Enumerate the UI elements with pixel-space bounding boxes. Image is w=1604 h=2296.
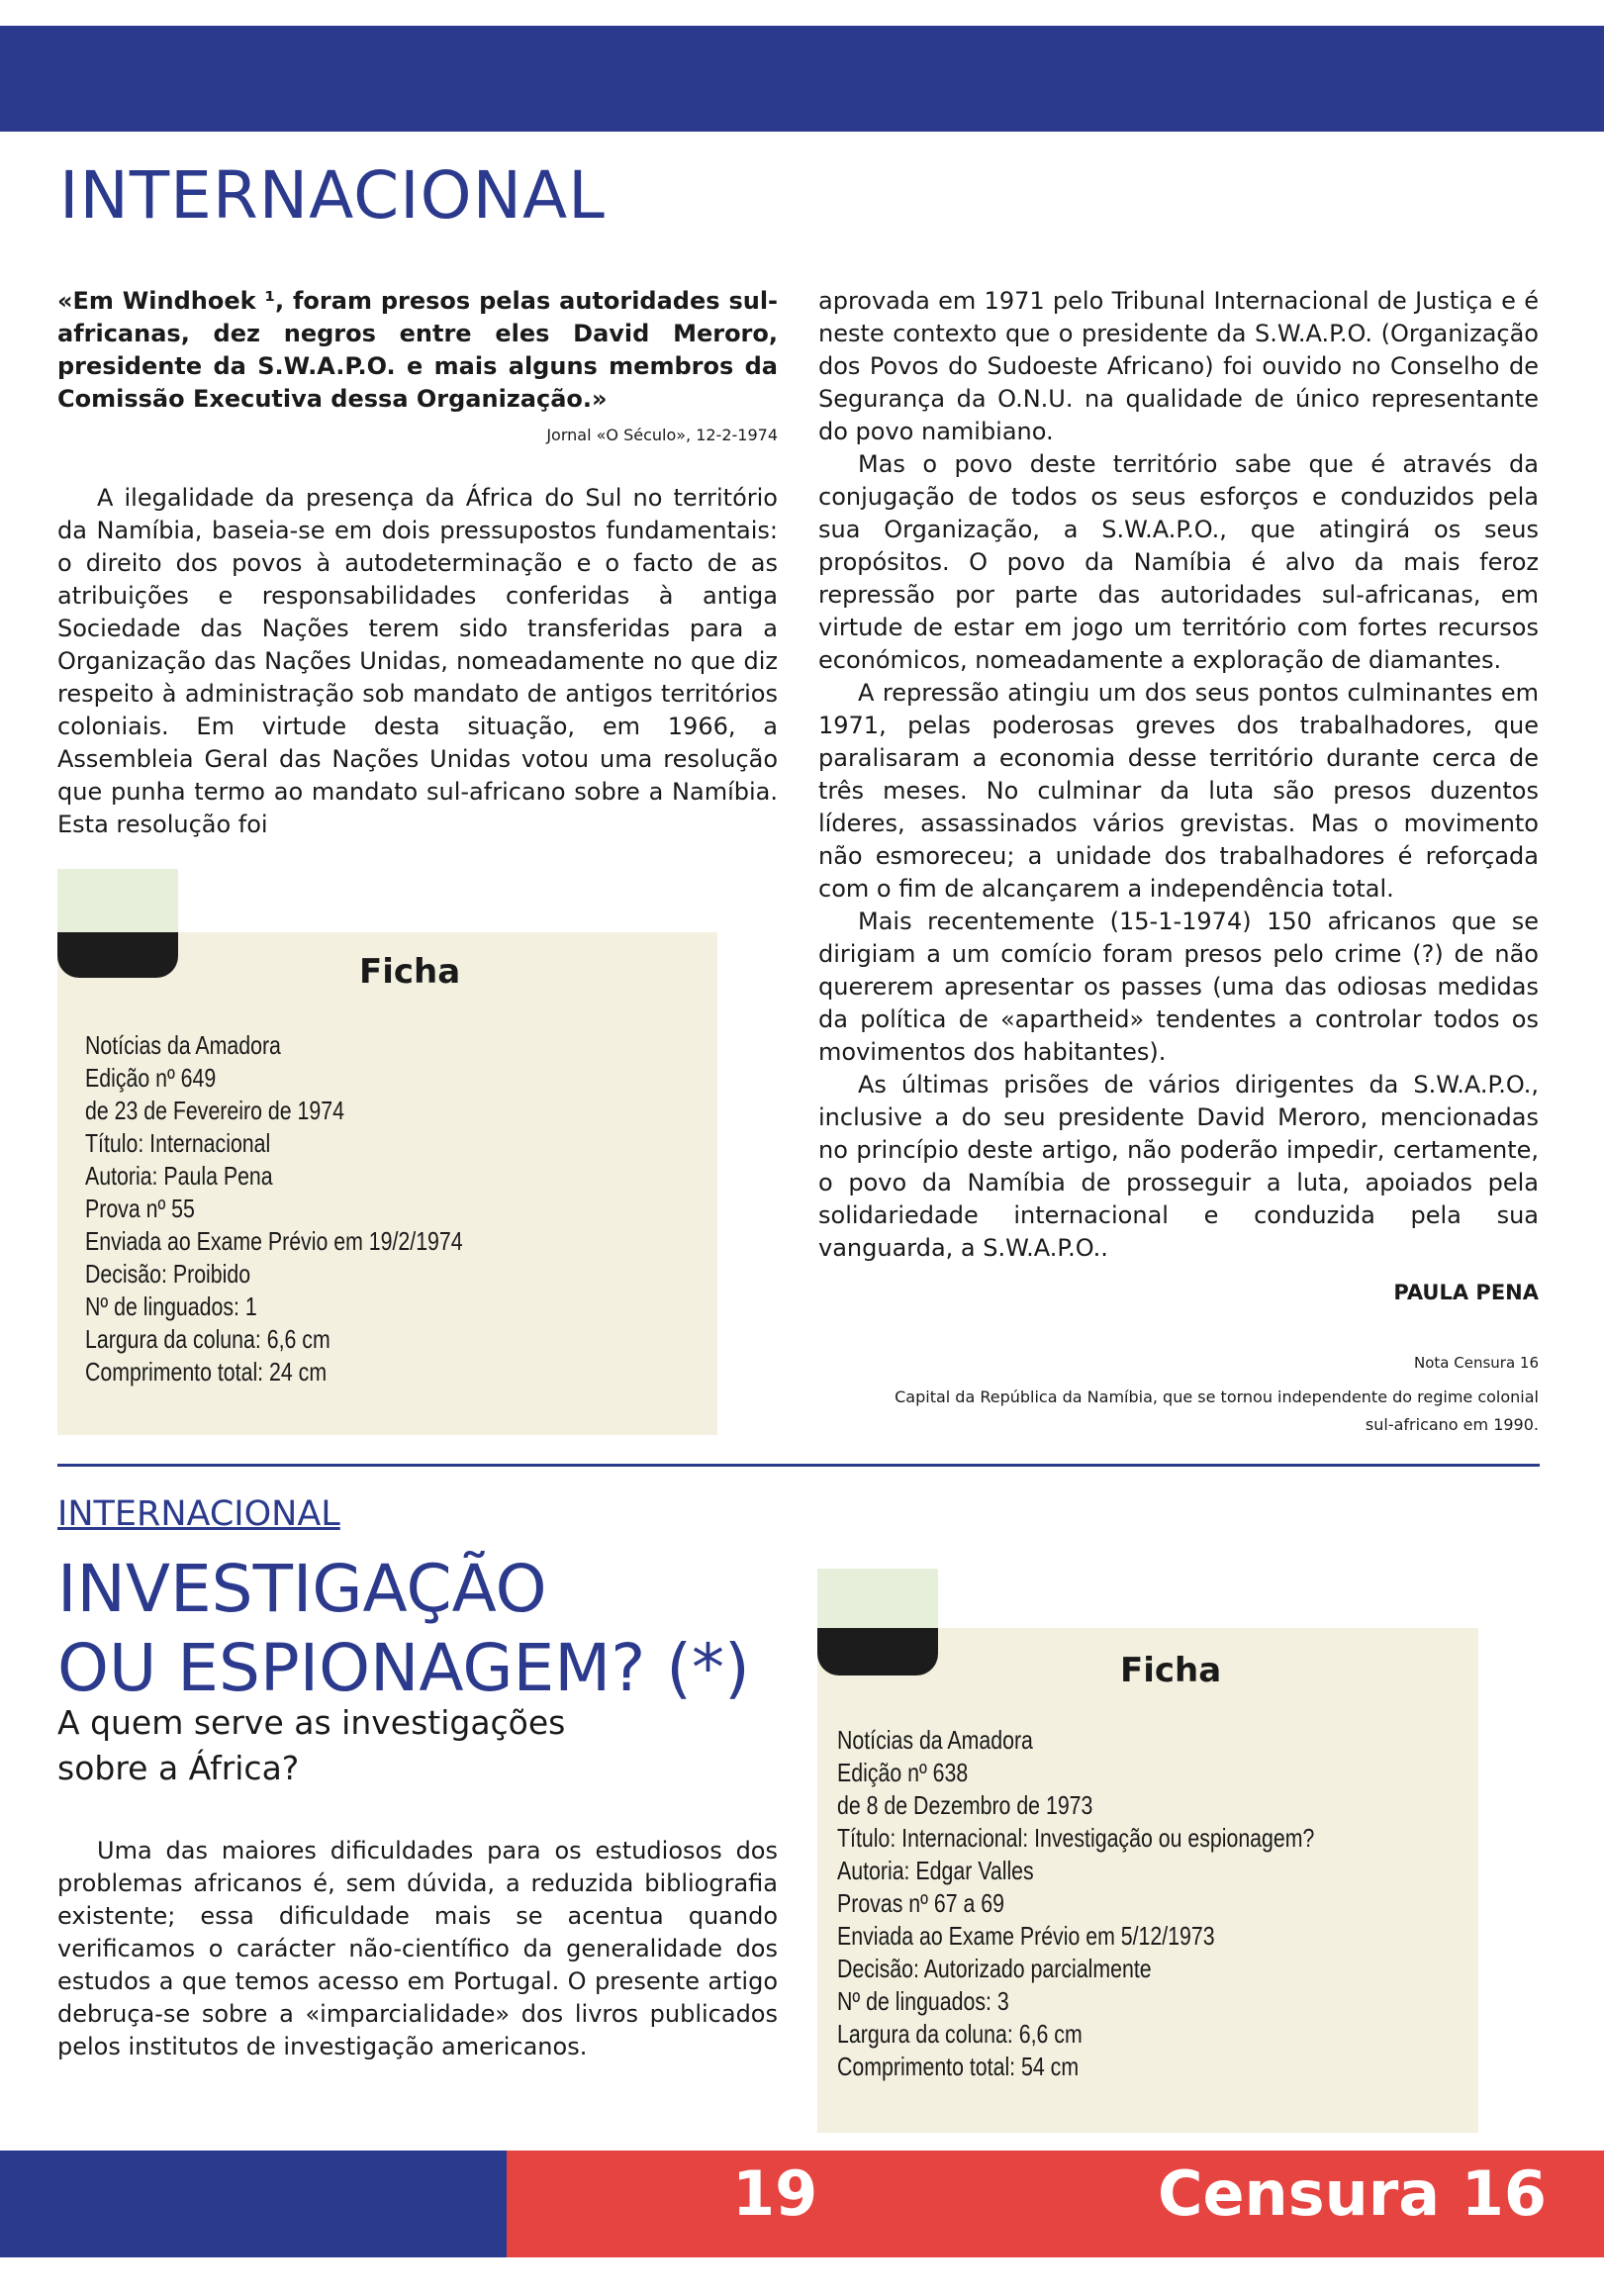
ficha-line: Decisão: Autorizado parcialmente bbox=[837, 1954, 1152, 1983]
page-number: 19 bbox=[732, 2157, 818, 2230]
subheadline-line: A quem serve as investigações bbox=[57, 1703, 566, 1742]
footnote-text bbox=[818, 1384, 1539, 1439]
section-title: INTERNACIONAL bbox=[59, 157, 606, 234]
top-color-bar bbox=[0, 26, 1604, 132]
article-paragraph: A repressão atingiu um dos seus pontos culminantes em 1971, pelas poderosas greves dos trabalhadores, que paralisaram a economia desse território durante cerca de três meses. No culminar da luta são presos duzentos líderes, assassinados vários grevistas. Mas o movimento não esmoreceu; a unidade dos trabalhadores é reforçada com o fim de alcançarem a independência total. bbox=[818, 679, 1539, 903]
ficha-line: Nº de linguados: 1 bbox=[85, 1292, 257, 1321]
ficha-line: de 23 de Fevereiro de 1974 bbox=[85, 1096, 344, 1125]
ficha-line: Notícias da Amadora bbox=[837, 1725, 1033, 1755]
ficha-title: Ficha bbox=[1120, 1651, 1222, 1690]
author-name: PAULA PENA bbox=[1393, 1281, 1539, 1304]
ficha-line: Enviada ao Exame Prévio em 19/2/1974 bbox=[85, 1226, 463, 1256]
footnote-title: Nota Censura 16 bbox=[1414, 1354, 1539, 1372]
headline bbox=[57, 1550, 750, 1708]
ficha-tab bbox=[57, 932, 178, 978]
ficha-details bbox=[85, 1029, 699, 1388]
ficha-details bbox=[837, 1724, 1470, 2083]
footnote-line: sul-africano em 1990. bbox=[1365, 1415, 1539, 1434]
ficha-line: Provas nº 67 a 69 bbox=[837, 1888, 1004, 1918]
lead-quote: «Em Windhoek ¹, foram presos pelas autoridades sul-africanas, dez negros entre eles David Meroro, presidente da S.W.A.P.O. e mais alguns membros da Comissão Executiva dessa Organização.» bbox=[57, 287, 778, 413]
article-paragraph: As últimas prisões de vários dirigentes da S.W.A.P.O., inclusive a do seu presidente David Meroro, mencionadas no princípio deste artigo, não poderão impedir, certamente, o povo da Namíbia de prosseguir a luta, apoiados pela solidariedade internacional e conduzida pela sua vanguarda, a S.W.A.P.O.. bbox=[818, 1071, 1539, 1262]
ficha-line: Comprimento total: 24 cm bbox=[85, 1357, 328, 1387]
section-label: INTERNACIONAL bbox=[57, 1494, 340, 1534]
ficha-title: Ficha bbox=[359, 952, 461, 992]
ficha-line: Nº de linguados: 3 bbox=[837, 1986, 1009, 2016]
ficha-tab bbox=[817, 1628, 938, 1675]
ficha-line: Comprimento total: 54 cm bbox=[837, 2052, 1080, 2081]
quote-source: Jornal «O Século», 12-2-1974 bbox=[546, 426, 778, 444]
ficha-line: Edição nº 638 bbox=[837, 1758, 969, 1787]
article-right-column bbox=[818, 285, 1539, 1265]
article-paragraph: Mais recentemente (15-1-1974) 150 africanos que se dirigiam a um comício foram presos pelo crime (?) de não quererem apresentar os passes (uma das odiosas medidas da política de «apartheid» tendentes a controlar todos os movimentos dos habitantes). bbox=[818, 908, 1539, 1066]
footer-bar-blue bbox=[0, 2151, 507, 2257]
headline-line: INVESTIGAÇÃO bbox=[57, 1551, 547, 1627]
ficha-line: de 8 de Dezembro de 1973 bbox=[837, 1790, 1093, 1820]
article2-body bbox=[57, 1835, 778, 2063]
ficha-line: Enviada ao Exame Prévio em 5/12/1973 bbox=[837, 1921, 1215, 1951]
ficha-line: Título: Internacional bbox=[85, 1128, 271, 1158]
ficha-line: Autoria: Paula Pena bbox=[85, 1161, 273, 1191]
footnote-line: Capital da República da Namíbia, que se tornou independente do regime colonial bbox=[895, 1387, 1539, 1406]
ficha-line: Autoria: Edgar Valles bbox=[837, 1856, 1034, 1885]
article-paragraph: Mas o povo deste território sabe que é através da conjugação de todos os seus esforços e conduzidos pela sua Organização, a S.W.A.P.O., que atingirá os seus propósitos. O povo da Namíbia é alvo da mais feroz repressão por parte das autoridades sul-africanas, em virtude de estar em jogo um território com fortes recursos económicos, nomeadamente a exploração de diamantes. bbox=[818, 450, 1539, 674]
subheadline bbox=[57, 1700, 565, 1791]
subheadline-line: sobre a África? bbox=[57, 1749, 300, 1787]
ficha-line: Largura da coluna: 6,6 cm bbox=[837, 2019, 1083, 2049]
article-paragraph: Uma das maiores dificuldades para os estudiosos dos problemas africanos é, sem dúvida, a reduzida bibliografia existente; essa dificuldade mais se acentua quando verificamos o carácter não-científico da generalidade dos estudos a que temos acesso em Portugal. O presente artigo debruça-se sobre a «imparcialidade» dos livros publicados pelos institutos de investigação americanos. bbox=[57, 1837, 778, 2060]
ficha-line: Decisão: Proibido bbox=[85, 1259, 251, 1289]
article-left-column bbox=[57, 482, 778, 841]
ficha-line: Edição nº 649 bbox=[85, 1063, 217, 1093]
headline-line: OU ESPIONAGEM? (*) bbox=[57, 1630, 750, 1706]
ficha-line: Prova nº 55 bbox=[85, 1194, 195, 1223]
section-divider bbox=[57, 1464, 1540, 1467]
ficha-line: Título: Internacional: Investigação ou espionagem? bbox=[837, 1823, 1315, 1853]
ficha-line: Largura da coluna: 6,6 cm bbox=[85, 1324, 330, 1354]
ficha-line: Notícias da Amadora bbox=[85, 1030, 281, 1060]
magazine-name: Censura 16 bbox=[1158, 2157, 1548, 2230]
article-paragraph: A ilegalidade da presença da África do Sul no território da Namíbia, baseia-se em dois pressupostos fundamentais: o direito dos povos à autodeterminação e o facto de as atribuições e responsabilidades conferidas à antiga Sociedade das Nações terem sido transferidas para a Organização das Nações Unidas, nomeadamente no que diz respeito à administração sob mandato de antigos territórios coloniais. Em virtude desta situação, em 1966, a Assembleia Geral das Nações Unidas votou uma resolução que punha termo ao mandato sul-africano sobre a Namíbia. Esta resolução foi bbox=[57, 484, 778, 838]
article-paragraph: aprovada em 1971 pelo Tribunal Internacional de Justiça e é neste contexto que o presidente da S.W.A.P.O. (Organização dos Povos do Sudoeste Africano) foi ouvido no Conselho de Segurança da O.N.U. na qualidade de único representante do povo namibiano. bbox=[818, 287, 1539, 445]
